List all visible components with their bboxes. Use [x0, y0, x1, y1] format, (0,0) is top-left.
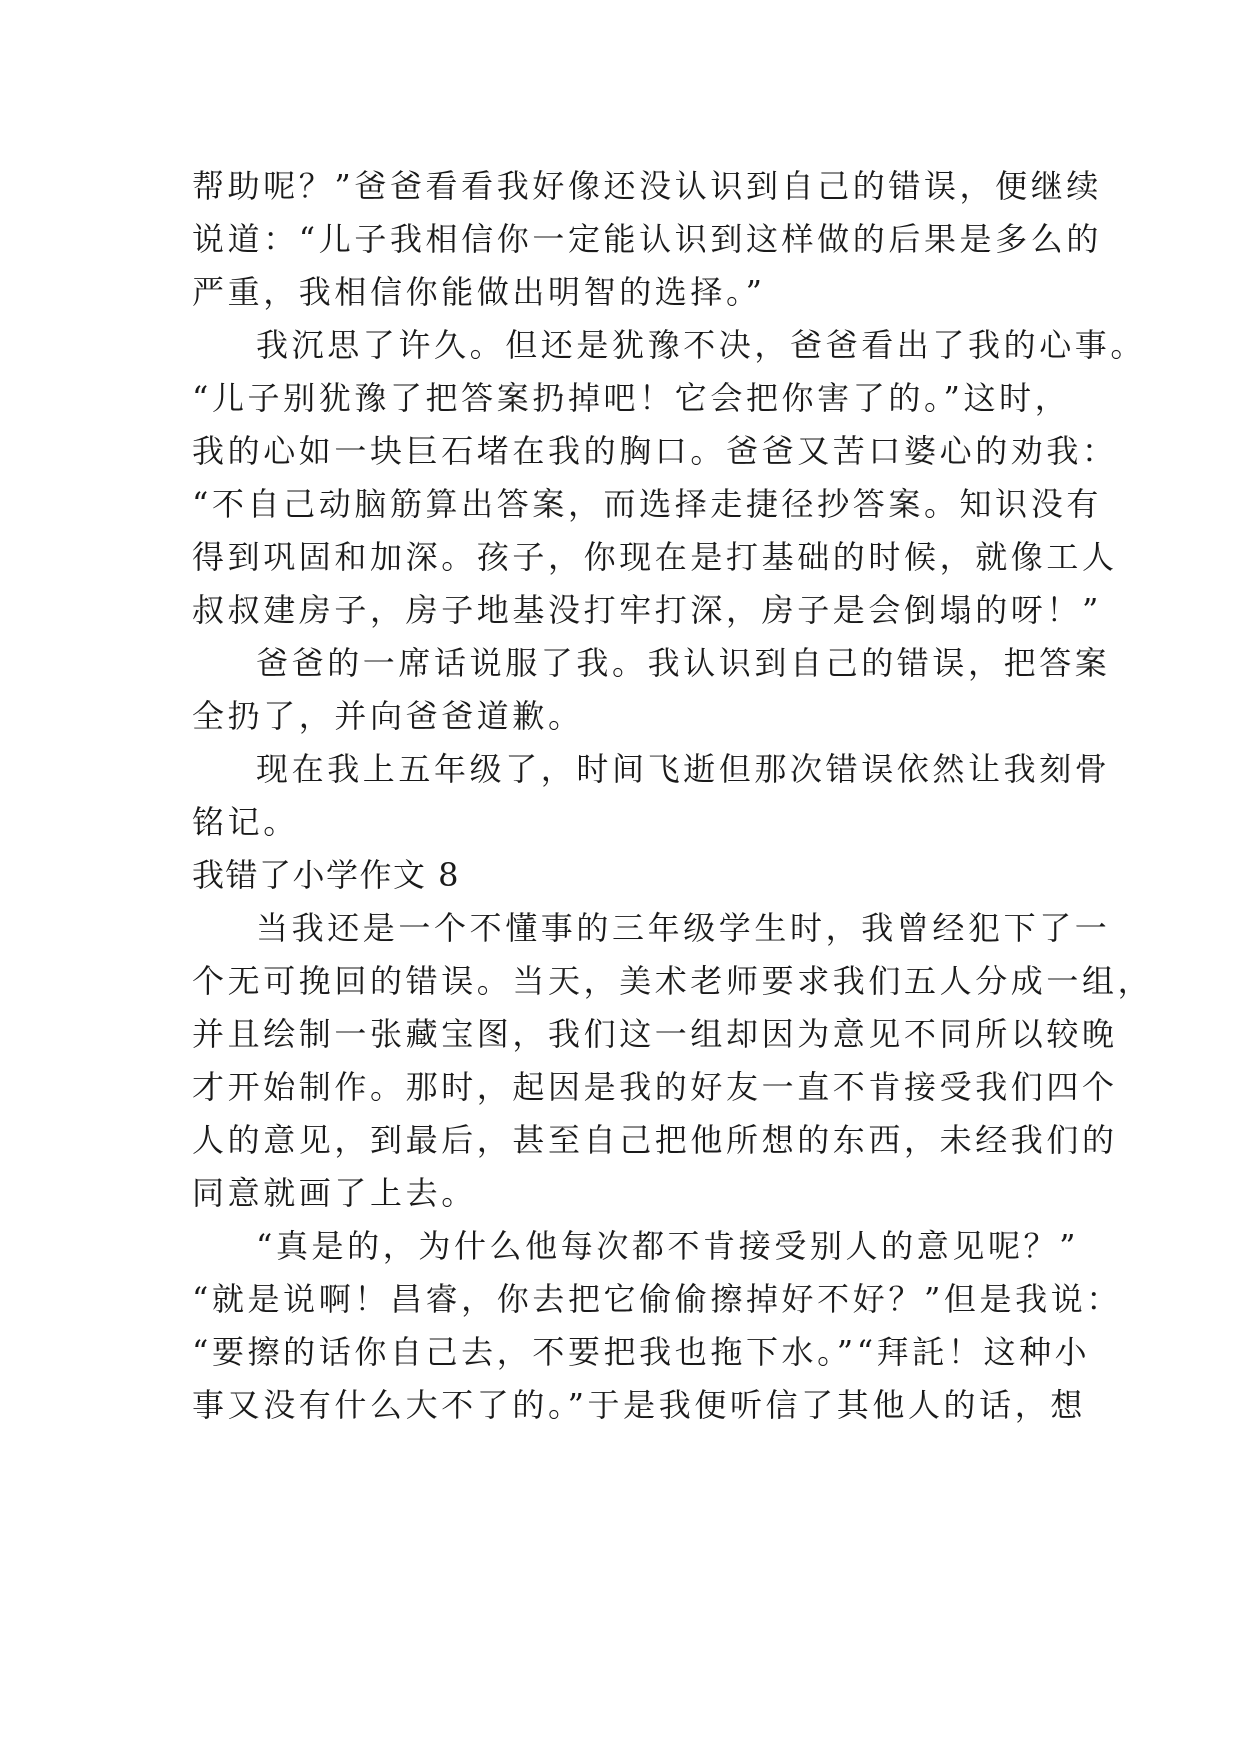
text-line: “儿子别犹豫了把答案扔掉吧！它会把你害了的。”这时，	[192, 379, 1071, 417]
text-line: 并且绘制一张藏宝图，我们这一组却因为意见不同所以较晚	[192, 1015, 1118, 1053]
text-line: 得到巩固和加深。孩子，你现在是打基础的时候，就像工人	[192, 538, 1118, 576]
text-line: 帮助呢？”爸爸看看我好像还没认识到自己的错误，便继续	[192, 167, 1102, 205]
text-line: 说道：“儿子我相信你一定能认识到这样做的后果是多么的	[192, 220, 1102, 258]
text-line: 个无可挽回的错误。当天，美术老师要求我们五人分成一组，	[192, 962, 1154, 1000]
text-line: “就是说啊！昌睿，你去把它偷偷擦掉好不好？”但是我说：	[192, 1280, 1122, 1318]
text-line: 严重，我相信你能做出明智的选择。”	[192, 273, 766, 311]
paragraph-first-line: 当我还是一个不懂事的三年级学生时，我曾经犯下了一	[256, 909, 1111, 947]
text-line: 同意就画了上去。	[192, 1174, 477, 1212]
paragraph-first-line: “真是的，为什么他每次都不肯接受别人的意见呢？”	[256, 1227, 1080, 1265]
text-line: 我的心如一块巨石堵在我的胸口。爸爸又苦口婆心的劝我：	[192, 432, 1118, 470]
paragraph-first-line: 爸爸的一席话说服了我。我认识到自己的错误，把答案	[256, 644, 1111, 682]
text-line: “要擦的话你自己去，不要把我也拖下水。”“拜託！这种小	[192, 1333, 1091, 1371]
text-line: “不自己动脑筋算出答案，而选择走捷径抄答案。知识没有	[192, 485, 1102, 523]
text-line: 才开始制作。那时，起因是我的好友一直不肯接受我们四个	[192, 1068, 1118, 1106]
text-line: 事又没有什么大不了的。”于是我便听信了其他人的话，想	[192, 1386, 1086, 1424]
text-line: 铭记。	[192, 803, 299, 841]
paragraph-first-line: 现在我上五年级了，时间飞逝但那次错误依然让我刻骨	[256, 750, 1111, 788]
paragraph-first-line: 我沉思了许久。但还是犹豫不决，爸爸看出了我的心事。	[256, 326, 1147, 364]
text-line: 叔叔建房子，房子地基没打牢打深，房子是会倒塌的呀！”	[192, 591, 1102, 629]
text-line: 人的意见，到最后，甚至自己把他所想的东西，未经我们的	[192, 1121, 1118, 1159]
section-heading: 我错了小学作文 8	[192, 856, 461, 894]
text-line: 全扔了，并向爸爸道歉。	[192, 697, 584, 735]
document-body	[192, 160, 1154, 1432]
